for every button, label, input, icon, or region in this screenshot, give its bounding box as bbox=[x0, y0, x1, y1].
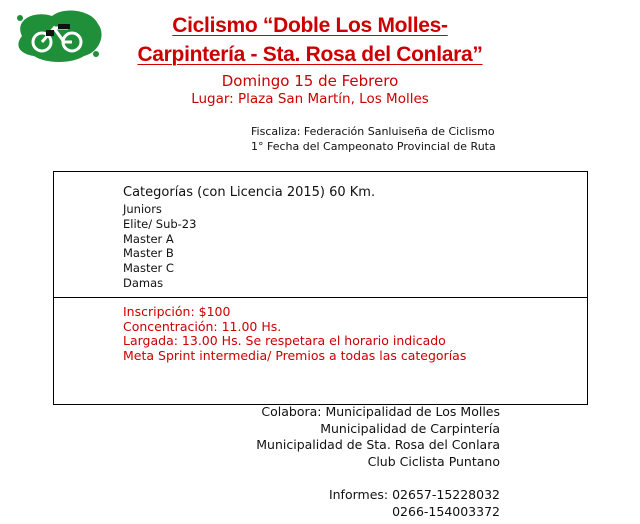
collaborator-item: Municipalidad de Carpintería bbox=[320, 420, 500, 436]
event-place: Lugar: Plaza San Martín, Los Molles bbox=[191, 91, 429, 107]
contact-list bbox=[329, 487, 500, 520]
event-title-line-1: Ciclismo “Doble Los Molles- bbox=[172, 14, 448, 37]
category-item: Juniors bbox=[123, 202, 162, 216]
collaborator-item: Municipalidad de Sta. Rosa del Conlara bbox=[256, 437, 500, 452]
collaborator-item: Club Ciclista Puntano bbox=[367, 453, 500, 469]
box-divider bbox=[53, 297, 588, 298]
event-date: Domingo 15 de Febrero bbox=[221, 72, 399, 90]
categories-list bbox=[123, 202, 196, 291]
sprint-prizes: Meta Sprint intermedia/ Premios a todas las categorías bbox=[123, 347, 467, 363]
categories-heading: Categorías (con Licencia 2015) 60 Km. bbox=[123, 185, 376, 200]
category-item: Master C bbox=[123, 261, 174, 276]
start-time: Largada: 13.00 Hs. Se respetara el horario indicado bbox=[123, 333, 446, 348]
race-info-list bbox=[123, 305, 466, 363]
category-item: Master A bbox=[123, 231, 174, 246]
event-title-line-2: Carpintería - Sta. Rosa del Conlara” bbox=[137, 43, 483, 66]
registration-fee: Inscripción: $100 bbox=[123, 304, 231, 319]
championship-text: 1° Fecha del Campeonato Provincial de Ruta bbox=[251, 140, 496, 153]
gathering-time: Concentración: 11.00 Hs. bbox=[123, 318, 282, 334]
collaborator-item: Colabora: Municipalidad de Los Molles bbox=[261, 404, 500, 419]
fiscaliza-text: Fiscaliza: Federación Sanluiseña de Ciclismo bbox=[251, 125, 495, 138]
category-item: Elite/ Sub-23 bbox=[123, 216, 197, 231]
contact-phone: Informes: 02657-15228032 bbox=[328, 487, 500, 502]
category-item: Damas bbox=[123, 275, 164, 290]
cycling-logo-icon bbox=[12, 8, 104, 64]
contact-phone: 0266-154003372 bbox=[392, 503, 500, 519]
collaborators-list bbox=[256, 404, 500, 470]
category-item: Master B bbox=[123, 246, 174, 261]
